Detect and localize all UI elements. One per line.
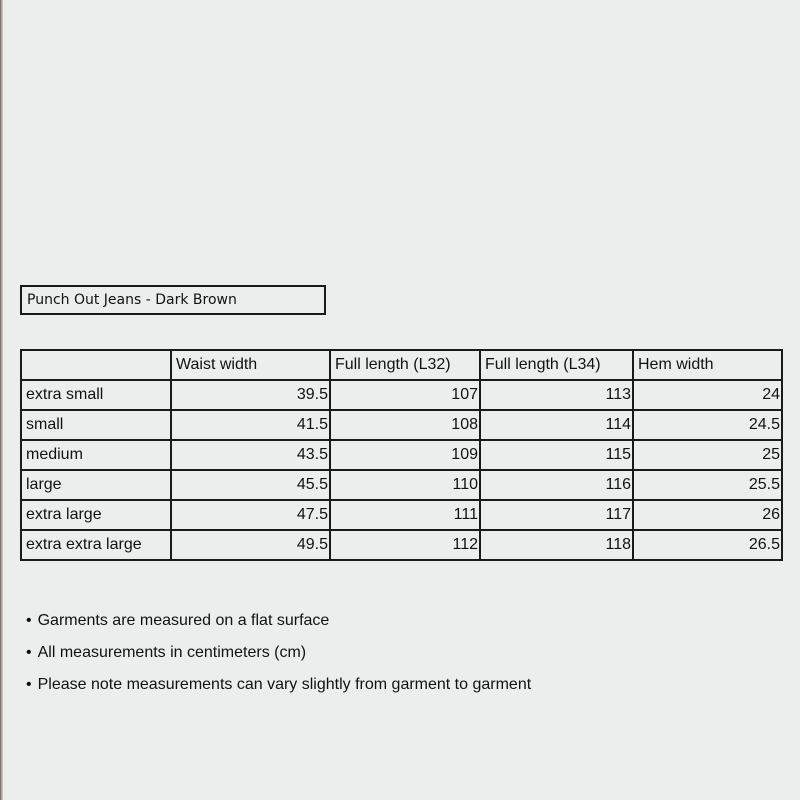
product-title: Punch Out Jeans - Dark Brown <box>20 285 326 315</box>
full-length-l34-cell: 115 <box>480 440 633 470</box>
full-length-l34-cell: 113 <box>480 380 633 410</box>
list-item <box>26 610 531 642</box>
waist-width-cell: 39.5 <box>171 380 330 410</box>
table-header-row <box>21 350 782 380</box>
waist-width-cell: 43.5 <box>171 440 330 470</box>
full-length-l32-cell: 109 <box>330 440 480 470</box>
list-item <box>26 642 531 674</box>
table-row <box>21 530 782 560</box>
header-full-length-l32: Full length (L32) <box>330 350 480 380</box>
waist-width-cell: 49.5 <box>171 530 330 560</box>
hem-width-cell: 25 <box>633 440 782 470</box>
full-length-l34-cell: 114 <box>480 410 633 440</box>
full-length-l34-cell: 118 <box>480 530 633 560</box>
image-edge-shadow <box>0 0 3 800</box>
hem-width-cell: 26.5 <box>633 530 782 560</box>
full-length-l32-cell: 108 <box>330 410 480 440</box>
bullet: • <box>26 612 32 629</box>
table-row <box>21 380 782 410</box>
full-length-l34-cell: 117 <box>480 500 633 530</box>
table-row <box>21 410 782 440</box>
full-length-l32-cell: 112 <box>330 530 480 560</box>
waist-width-cell: 41.5 <box>171 410 330 440</box>
waist-width-cell: 47.5 <box>171 500 330 530</box>
size-label: extra extra large <box>21 530 171 560</box>
bullet: • <box>26 644 32 661</box>
full-length-l32-cell: 111 <box>330 500 480 530</box>
hem-width-cell: 26 <box>633 500 782 530</box>
full-length-l32-cell: 107 <box>330 380 480 410</box>
size-label: medium <box>21 440 171 470</box>
header-waist-width: Waist width <box>171 350 330 380</box>
list-item <box>26 674 531 706</box>
waist-width-cell: 45.5 <box>171 470 330 500</box>
size-label: large <box>21 470 171 500</box>
table-row <box>21 440 782 470</box>
hem-width-cell: 24.5 <box>633 410 782 440</box>
hem-width-cell: 25.5 <box>633 470 782 500</box>
full-length-l34-cell: 116 <box>480 470 633 500</box>
measurement-notes <box>26 610 531 706</box>
header-hem-width: Hem width <box>633 350 782 380</box>
note-text: Garments are measured on a flat surface <box>37 612 330 629</box>
bullet: • <box>26 676 32 693</box>
header-full-length-l34: Full length (L34) <box>480 350 633 380</box>
table-row <box>21 500 782 530</box>
table-row <box>21 470 782 500</box>
size-label: extra small <box>21 380 171 410</box>
size-chart-table <box>20 349 783 561</box>
full-length-l32-cell: 110 <box>330 470 480 500</box>
size-label: small <box>21 410 171 440</box>
note-text: Please note measurements can vary slightly from garment to garment <box>37 676 532 693</box>
note-text: All measurements in centimeters (cm) <box>37 644 307 661</box>
size-label: extra large <box>21 500 171 530</box>
header-size <box>21 350 171 380</box>
hem-width-cell: 24 <box>633 380 782 410</box>
